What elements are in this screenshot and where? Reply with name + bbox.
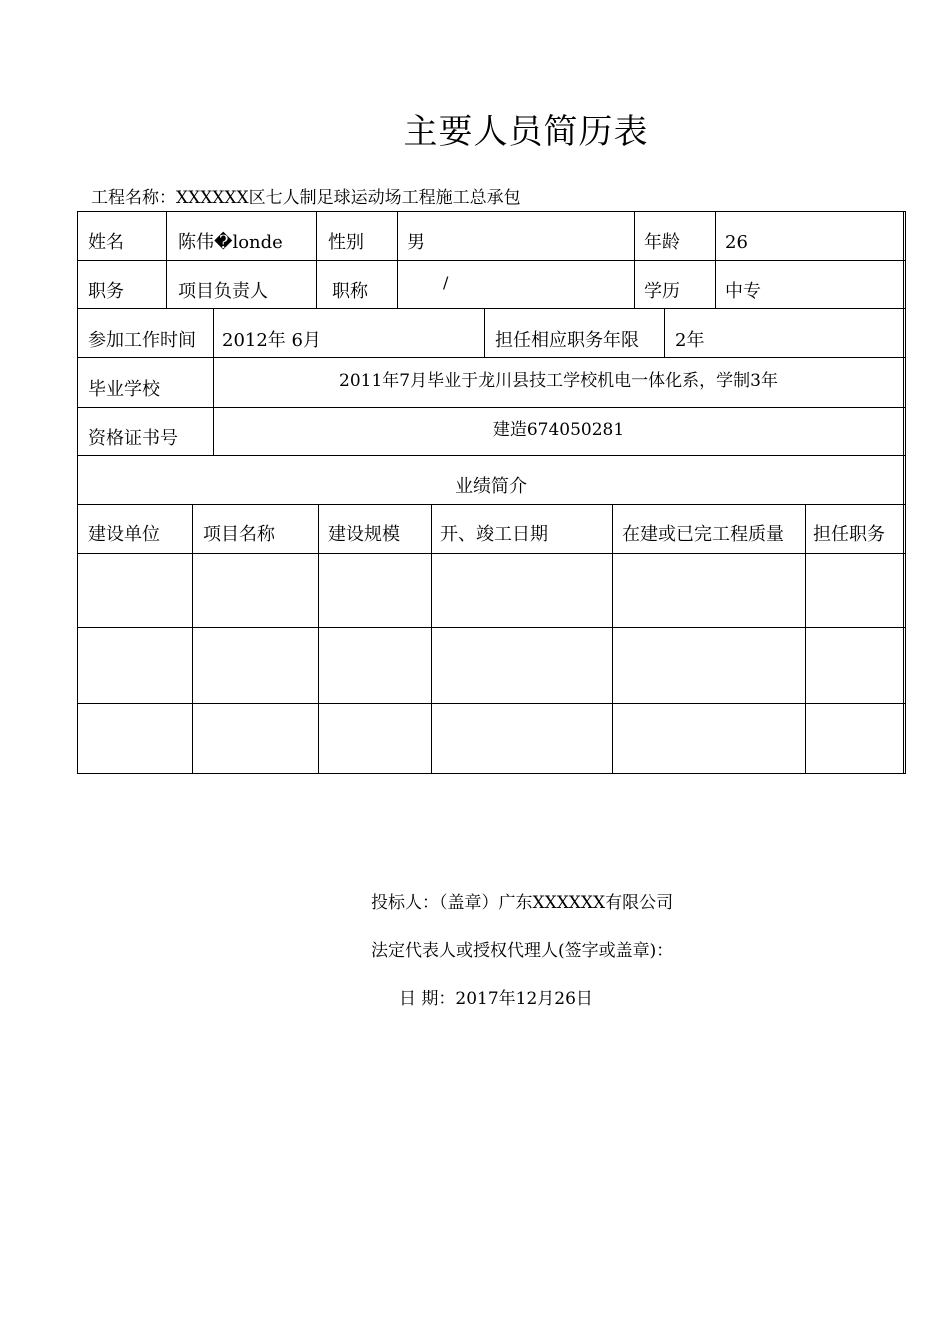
- cert-label: 资格证书号: [88, 428, 178, 449]
- tenure-label: 担任相应职务年限: [495, 330, 639, 351]
- work-start-label: 参加工作时间: [88, 330, 196, 351]
- column-header: 建设单位: [88, 524, 160, 545]
- column-header: 建设规模: [328, 524, 400, 545]
- bidder-line: 投标人：（盖章）广东XXXXXX有限公司: [371, 893, 674, 913]
- table-line: [905, 211, 906, 774]
- table-line: [77, 553, 905, 554]
- position-value: 项目负责人: [178, 281, 268, 302]
- table-line: [77, 455, 905, 456]
- title-value: /: [443, 273, 449, 292]
- table-line: [213, 357, 214, 455]
- school-label: 毕业学校: [88, 379, 160, 400]
- gender-value: 男: [407, 232, 425, 253]
- date-line: 日 期：2017年12月26日: [399, 989, 593, 1009]
- page-title: 主要人员简历表: [403, 112, 649, 152]
- age-value: 26: [725, 232, 748, 253]
- table-line: [397, 211, 398, 308]
- project-name: 工程名称：XXXXXX区七人制足球运动场工程施工总承包: [91, 188, 521, 208]
- table-line: [77, 504, 905, 505]
- table-line: [77, 407, 905, 408]
- education-label: 学历: [644, 281, 680, 302]
- table-line: [77, 357, 905, 358]
- table-line: [715, 211, 716, 308]
- position-label: 职务: [88, 281, 124, 302]
- column-header: 开、竣工日期: [440, 524, 548, 545]
- name-label: 姓名: [88, 232, 124, 253]
- age-label: 年龄: [644, 232, 680, 253]
- work-start-value: 2012年 6月: [222, 330, 321, 351]
- gender-label: 性别: [328, 232, 364, 253]
- table-line: [316, 211, 317, 308]
- table-line: [192, 504, 193, 774]
- column-header: 担任职务: [813, 524, 885, 545]
- table-line: [77, 773, 905, 774]
- performance-header: 业绩简介: [455, 476, 527, 497]
- column-header: 项目名称: [203, 524, 275, 545]
- cert-value: 建造674050281: [492, 420, 625, 440]
- table-line: [166, 211, 167, 308]
- table-line: [664, 308, 665, 357]
- school-value: 2011年7月毕业于龙川县技工学校机电一体化系，学制3年: [339, 371, 778, 391]
- table-line: [213, 308, 214, 357]
- table-line: [77, 308, 905, 309]
- column-header: 在建或已完工程质量: [622, 524, 784, 545]
- table-line: [612, 504, 613, 774]
- name-value: 陈伟�londe: [178, 232, 283, 253]
- resume-table: [77, 211, 905, 774]
- table-line: [805, 504, 806, 774]
- table-line: [77, 703, 905, 704]
- education-value: 中专: [725, 281, 761, 302]
- table-line: [77, 211, 905, 212]
- table-line: [634, 211, 635, 308]
- table-line: [484, 308, 485, 357]
- table-line: [77, 260, 905, 261]
- representative-line: 法定代表人或授权代理人(签字或盖章)：: [371, 941, 674, 961]
- table-line: [77, 627, 905, 628]
- table-line: [431, 504, 432, 774]
- tenure-value: 2年: [675, 330, 705, 351]
- table-line: [318, 504, 319, 774]
- title-label: 职称: [332, 281, 368, 302]
